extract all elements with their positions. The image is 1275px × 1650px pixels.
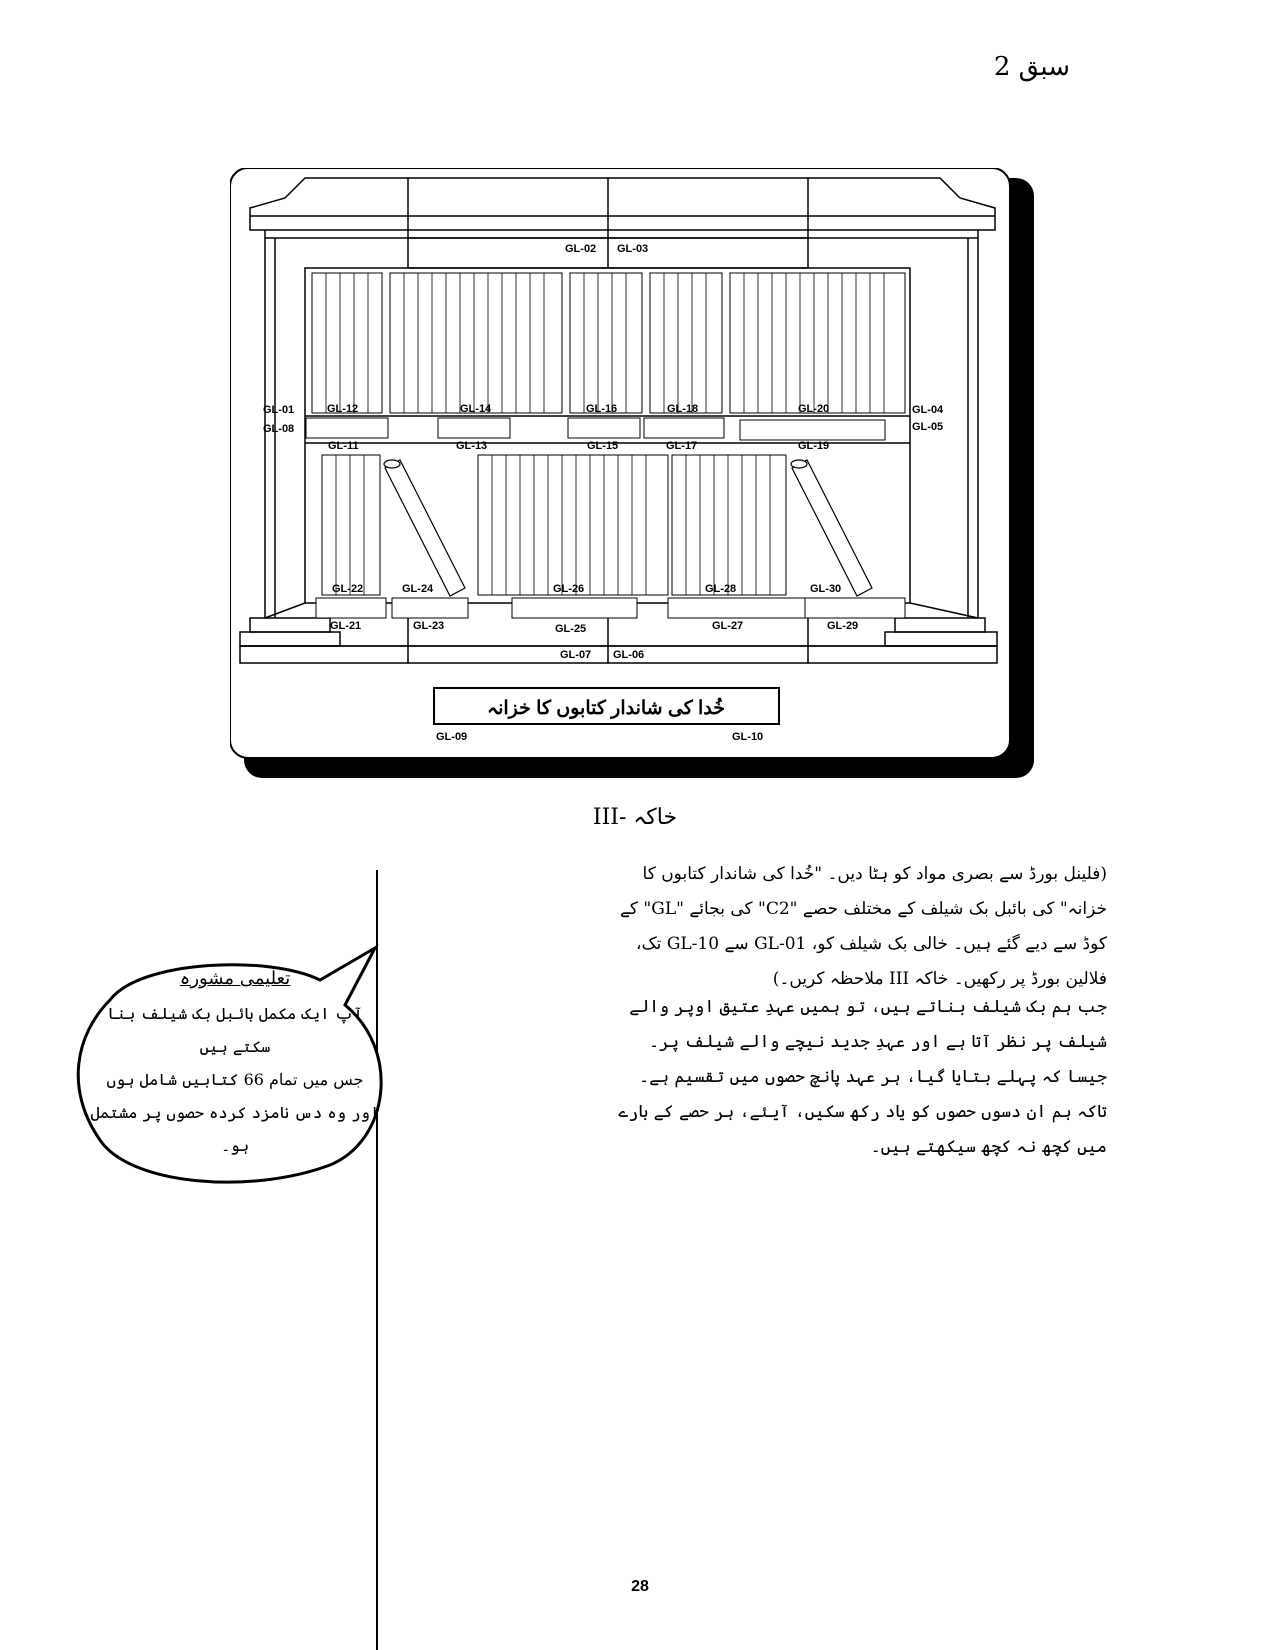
bubble-title: تعلیمی مشورہ — [179, 968, 291, 989]
bubble-line: اور وہ دس نامزد کردہ حصوں پر مشتمل ہو۔ — [90, 1103, 380, 1155]
code-gl24: GL-24 — [402, 583, 434, 595]
upper-books — [312, 273, 905, 413]
code-gl07: GL-07 — [560, 649, 592, 661]
code-gl08: GL-08 — [263, 423, 295, 435]
code-gl25: GL-25 — [555, 623, 587, 635]
figure-caption: خاکہ -III — [592, 805, 678, 830]
code-gl15: GL-15 — [587, 440, 619, 452]
banner-title: خُدا کی شاندار کتابوں کا خزانہ — [486, 698, 726, 719]
code-gl14: GL-14 — [460, 403, 492, 415]
code-gl19: GL-19 — [798, 440, 830, 452]
code-gl23: GL-23 — [413, 620, 445, 632]
bookshelf-diagram — [230, 168, 1040, 788]
code-gl20: GL-20 — [798, 403, 830, 415]
page-number: 28 — [631, 1578, 649, 1595]
code-gl26: GL-26 — [553, 583, 585, 595]
bubble-line: آپ ایک مکمل بائبل بک شیلف بنا سکتے ہیں — [107, 1004, 363, 1056]
code-gl29: GL-29 — [827, 620, 859, 632]
code-gl11: GL-11 — [328, 440, 359, 452]
code-gl03: GL-03 — [617, 243, 649, 255]
code-gl13: GL-13 — [456, 440, 488, 452]
code-gl01: GL-01 — [263, 404, 295, 416]
bubble-line: جس میں تمام 66 کتابیں شامل ہوں — [106, 1070, 364, 1089]
code-gl18: GL-18 — [667, 403, 699, 415]
code-gl09: GL-09 — [436, 731, 468, 743]
code-gl22: GL-22 — [332, 583, 364, 595]
paragraph-explanation: جب ہم بک شیلف بناتے ہیں، تو ہمیں عہدِ عتیق اوپر والے شیلف پر نظر آتا ہے اور عہدِ جدید نیچے والے شیلف پر۔ جیسا کہ پہلے بتایا گیا، ہر عہد پانچ حصوں میں تقسیم ہے۔ تاکہ ہم ان دسوں حصوں کو یاد رکھ سکیں، آیئے، ہر حصے کے بارے میں کچھ نہ کچھ سیکھتے ہیں۔ — [618, 997, 1107, 1157]
lesson-title: سبق 2 — [993, 52, 1070, 82]
code-gl17: GL-17 — [666, 440, 698, 452]
code-gl06: GL-06 — [613, 649, 645, 661]
code-gl02: GL-02 — [565, 243, 597, 255]
code-gl28: GL-28 — [705, 583, 737, 595]
lower-label-boxes — [316, 598, 905, 618]
bubble-content — [90, 968, 380, 1162]
code-gl30: GL-30 — [810, 583, 842, 595]
code-gl10: GL-10 — [732, 731, 764, 743]
code-gl27: GL-27 — [712, 620, 744, 632]
code-gl05: GL-05 — [912, 421, 944, 433]
code-gl16: GL-16 — [586, 403, 618, 415]
code-gl21: GL-21 — [330, 620, 362, 632]
code-gl12: GL-12 — [327, 403, 359, 415]
paragraph-instructions: (فلینل بورڈ سے بصری مواد کو ہٹا دیں۔ "خُدا کی شاندار کتابوں کا خزانہ" کی بائبل بک شیلف کے مختلف حصے "C2" کی بجائے "GL" کے کوڈ سے دیے گئے ہیں۔ خالی بک شیلف کو، GL-01 سے GL-10 تک، فلالین بورڈ پر رکھیں۔ خاکہ III ملاحظہ کریں۔) — [619, 864, 1107, 989]
code-gl04: GL-04 — [912, 404, 944, 416]
